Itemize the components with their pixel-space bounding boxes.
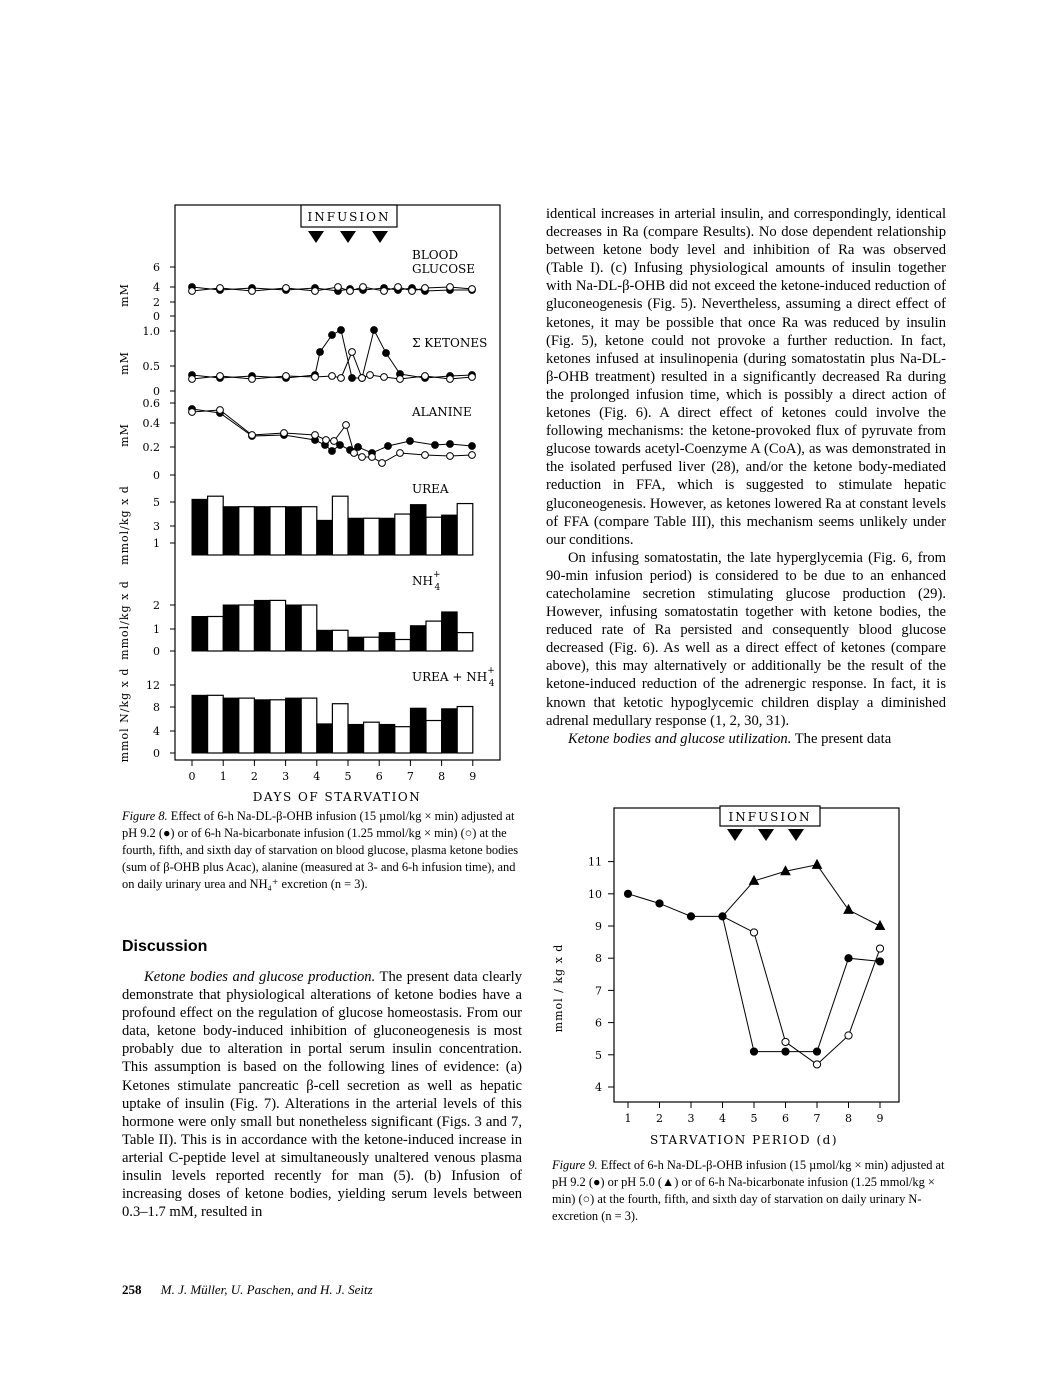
ketones-label: Σ KETONES xyxy=(412,336,488,350)
figure-9 xyxy=(548,798,928,1150)
data-point-open xyxy=(469,374,476,381)
y-tick-label: 5 xyxy=(595,1048,602,1062)
y-tick: 0 xyxy=(153,645,160,658)
y-tick: 2 xyxy=(153,599,160,612)
data-point-filled xyxy=(338,327,345,334)
bar-open xyxy=(239,605,255,651)
bar-filled xyxy=(379,633,395,651)
data-point-open xyxy=(189,376,196,383)
data-point-filled xyxy=(329,332,336,339)
data-point-open xyxy=(189,409,196,416)
data-point-filled xyxy=(407,438,414,445)
data-point-open xyxy=(359,454,366,461)
bar-open xyxy=(301,507,317,555)
data-point-open xyxy=(331,438,338,445)
data-point-filled xyxy=(656,900,663,907)
figure-9-caption xyxy=(552,1157,948,1225)
series-line-3 xyxy=(723,916,881,1064)
y-tick-label: 9 xyxy=(595,920,602,933)
infusion-arrow xyxy=(758,829,774,841)
data-point-open xyxy=(338,375,345,382)
data-point-filled xyxy=(687,913,694,920)
bar-open xyxy=(364,637,380,651)
data-point-filled xyxy=(750,1048,757,1055)
infusion-label: INFUSION xyxy=(728,810,812,824)
y-unit-glucose: mM xyxy=(118,283,131,307)
bar-open xyxy=(239,698,255,753)
figure-9-frame xyxy=(614,808,899,1102)
data-point-triangle xyxy=(876,921,885,930)
x-tick-label: 3 xyxy=(687,1112,695,1125)
y-tick: 0 xyxy=(153,469,160,482)
data-point-open xyxy=(343,422,350,429)
data-point-open xyxy=(359,375,366,382)
data-point-open xyxy=(329,373,336,380)
bar-filled xyxy=(410,708,426,753)
bar-filled xyxy=(348,518,364,555)
bar-open xyxy=(301,605,317,651)
bar-filled xyxy=(317,630,333,651)
bar-open xyxy=(270,700,286,753)
bar-open xyxy=(395,514,411,555)
bar-open xyxy=(332,630,348,651)
data-point-open xyxy=(323,437,330,444)
data-point-open xyxy=(782,1038,789,1045)
data-point-open xyxy=(283,373,290,380)
data-point-filled xyxy=(317,349,324,356)
data-point-open xyxy=(189,288,196,295)
y-tick: 0 xyxy=(153,747,160,760)
x-tick-label: 1 xyxy=(624,1112,632,1125)
y-tick: 1 xyxy=(153,537,160,550)
x-tick-label: 8 xyxy=(438,770,446,783)
bar-open xyxy=(364,518,380,555)
bar-filled xyxy=(223,507,239,555)
x-tick-label: 4 xyxy=(313,770,321,783)
data-point-open xyxy=(360,284,367,291)
data-point-open xyxy=(447,284,454,291)
data-point-open xyxy=(409,288,416,295)
data-point-filled xyxy=(337,442,344,449)
y-unit-urea: mmol/kg x d xyxy=(118,485,131,565)
y-tick: 0 xyxy=(153,385,160,398)
y-unit-alanine: mM xyxy=(118,423,131,447)
y-tick-label: 10 xyxy=(588,887,602,901)
data-point-open xyxy=(469,286,476,293)
data-point-open xyxy=(281,430,288,437)
figure-9-caption-text: Effect of 6-h Na-DL-β-OHB infusion (15 µmol/kg × min) adjusted at pH 9.2 (●) or pH 5.0 (▲) or of 6-h Na-bicarbonate infusion (1.25 mmol/kg × min) (○) at the fourth, fifth, and sixth day of starvation on daily urinary N-excretion (n = 3). xyxy=(552,1158,945,1223)
y-tick: 5 xyxy=(153,496,160,509)
data-point-open xyxy=(813,1061,820,1068)
right-para-2: On infusing somatostatin, the late hyperglycemia (Fig. 6, from 90-min infusion period) is considered to be due to an enhanced catecholamine secretion stimulating glucose production (29). However, infusing somatostatin together with ketone bodies, the reduced rate of Ra persisted and consequently blood glucose decreased (Fig. 6). As well as a direct effect of ketones (compare above), this may alternatively or additionally be the result of the ketone-induced reduction of the adrenergic response. In fact, it is known that ketotic hypoglycemic children display a diminished adrenal medullary response (1, 2, 30, 31). xyxy=(546,549,946,729)
data-point-open xyxy=(422,285,429,292)
discussion-heading: Discussion xyxy=(122,938,208,955)
y-tick: 0 xyxy=(153,310,160,323)
bar-open xyxy=(426,721,442,753)
bar-open xyxy=(332,496,348,555)
bar-filled xyxy=(379,518,395,555)
bar-filled xyxy=(348,724,364,753)
figure-8 xyxy=(100,195,520,805)
bar-open xyxy=(332,704,348,753)
bar-filled xyxy=(286,507,302,555)
bar-filled xyxy=(192,499,208,555)
data-point-open xyxy=(750,929,757,936)
infusion-arrow xyxy=(340,231,356,243)
data-point-filled xyxy=(371,327,378,334)
page-number: 258 xyxy=(122,1282,142,1297)
x-axis-label: STARVATION PERIOD (d) xyxy=(649,1133,839,1147)
data-point-open xyxy=(217,373,224,380)
figure-8-plot xyxy=(100,195,520,805)
data-point-filled xyxy=(469,443,476,450)
bar-filled xyxy=(379,724,395,753)
data-point-filled xyxy=(383,350,390,357)
bar-open xyxy=(395,727,411,753)
data-point-filled xyxy=(782,1048,789,1055)
bar-filled xyxy=(254,700,270,753)
x-tick-label: 0 xyxy=(188,770,196,783)
bar-filled xyxy=(317,724,333,753)
y-tick: 2 xyxy=(153,296,160,309)
bar-open xyxy=(208,496,224,555)
footer-authors: M. J. Müller, U. Paschen, and H. J. Seitz xyxy=(160,1282,373,1297)
data-point-filled xyxy=(845,955,852,962)
data-point-filled xyxy=(432,442,439,449)
right-para-1: identical increases in arterial insulin, and correspondingly, identical decreases in Ra (compare Results). No dose dependent relationship between ketone body level and inhibition of Ra was observed (Table I). (c) Infusing physiological amounts of insulin together with Na-DL-β-OHB did not exceed the ketone-induced reduction of gluconeogenesis (Fig. 5). Nevertheless, assuming a direct effect of ketones, it may be possible that once Ra was reduced by insulin (Fig. 5), ketone could not provoke a further reduction. In fact, ketones infused at insulinopenia (during somatostatin plus Na-DL-β-OHB treatment) resulted in a significantly decreased Ra during the prolonged infusion time, which is possibly a direct action of ketones (Fig. 6). A direct effect of ketones could involve the following mechanisms: the ketone-provoked flux of pyruvate from glucose towards acetyl-Coenzyme A (CoA), as was demonstrated in the isolated perfused liver (28), and/or the ketone body-mediated reduction in FFA, which is suggested to stimulate hepatic gluconeogenesis. However, as ketones lowered Ra at constant levels of FFA (compare Table III), this mechanism seems unlikely under our conditions. xyxy=(546,206,946,548)
x-tick-label: 8 xyxy=(845,1112,852,1125)
data-point-filled xyxy=(876,958,883,965)
bar-filled xyxy=(192,617,208,652)
y-tick-label: 11 xyxy=(588,855,602,869)
x-tick-label: 3 xyxy=(282,770,290,783)
data-point-open xyxy=(347,288,354,295)
data-point-open xyxy=(379,460,386,467)
data-point-filled xyxy=(355,444,362,451)
data-point-open xyxy=(349,349,356,356)
right-para-3-heading: Ketone bodies and glucose utilization. xyxy=(568,730,792,747)
data-point-open xyxy=(447,376,454,383)
nh4-label: NH+ 4 xyxy=(412,570,441,593)
figure-8-caption xyxy=(122,808,522,893)
data-point-triangle xyxy=(813,860,822,869)
bar-open xyxy=(208,695,224,753)
right-column-text xyxy=(546,205,946,748)
bar-open xyxy=(457,633,473,651)
series-line-1 xyxy=(628,894,880,1052)
y-tick: 0.5 xyxy=(142,360,160,373)
y-tick: 1 xyxy=(153,623,160,636)
data-point-open xyxy=(249,288,256,295)
x-tick-label: 2 xyxy=(250,770,258,783)
data-point-open xyxy=(422,373,429,380)
data-point-open xyxy=(876,945,883,952)
bar-filled xyxy=(442,515,458,555)
y-tick: 4 xyxy=(153,281,160,294)
y-unit-ketones: mM xyxy=(118,351,131,375)
y-tick: 1.0 xyxy=(142,325,160,338)
data-point-open xyxy=(469,452,476,459)
x-tick-label: 9 xyxy=(876,1112,884,1125)
bar-filled xyxy=(223,698,239,753)
bar-filled xyxy=(223,605,239,651)
y-tick: 8 xyxy=(153,701,160,714)
figure-9-caption-label: Figure 9. xyxy=(552,1158,598,1172)
data-point-open xyxy=(283,285,290,292)
data-point-open xyxy=(447,453,454,460)
bar-open xyxy=(270,600,286,651)
y-tick: 6 xyxy=(153,261,160,274)
y-tick: 0.4 xyxy=(142,417,160,430)
data-point-open xyxy=(367,372,374,379)
infusion-markers xyxy=(727,829,804,841)
data-point-open xyxy=(217,285,224,292)
bar-open xyxy=(457,707,473,753)
glucose-label-1: BLOOD xyxy=(412,248,459,262)
data-point-open xyxy=(381,288,388,295)
data-point-filled xyxy=(624,890,631,897)
x-tick-label: 7 xyxy=(406,770,414,783)
y-tick-label: 4 xyxy=(595,1081,602,1094)
data-point-filled xyxy=(813,1048,820,1055)
bar-open xyxy=(364,722,380,753)
infusion-arrow xyxy=(727,829,743,841)
figure-9-plot xyxy=(548,798,928,1150)
data-point-open xyxy=(369,454,376,461)
discussion-section xyxy=(122,938,522,1221)
bar-filled xyxy=(286,698,302,753)
bar-filled xyxy=(254,600,270,651)
data-point-filled xyxy=(447,441,454,448)
bar-open xyxy=(208,617,224,652)
data-point-open xyxy=(249,432,256,439)
infusion-arrow xyxy=(308,231,324,243)
y-tick-label: 8 xyxy=(595,952,602,966)
data-point-open xyxy=(395,284,402,291)
x-tick-label: 5 xyxy=(750,1112,758,1125)
discussion-text: The present data clearly demonstrate that physiological alterations of ketone bodies have a profound effect on the regulation of glucose homeostasis. From our data, ketone body-induced inhibition of gluconeogenesis is most probably due to alteration in portal serum insulin concentration. This assumption is based on the following lines of evidence: (a) Ketones stimulate pancreatic β-cell secretion as well as hepatic uptake of insulin (Fig. 7). Alterations in the arterial levels of this hormone were only small but nonetheless significant (Figs. 3 and 7, Table II). This is in accordance with the ketone-induced increase in arterial C-peptide level at simultaneously unaltered venous plasma insulin levels reported recently for man (5). (b) Infusion of increasing doses of ketone bodies, yielding serum levels between 0.3–1.7 mM, resulted in xyxy=(122,969,522,1221)
bar-open xyxy=(426,517,442,555)
bar-open xyxy=(457,504,473,555)
data-point-open xyxy=(845,1032,852,1039)
infusion-arrow xyxy=(372,231,388,243)
glucose-label-2: GLUCOSE xyxy=(412,262,476,276)
bar-filled xyxy=(254,507,270,555)
data-point-open xyxy=(217,407,224,414)
data-point-filled xyxy=(349,375,356,382)
infusion-markers xyxy=(308,231,388,243)
x-tick-label: 4 xyxy=(719,1112,726,1125)
y-tick: 0.6 xyxy=(142,397,160,410)
y-tick-label: 7 xyxy=(595,984,602,998)
x-tick-label: 9 xyxy=(469,770,477,783)
bar-filled xyxy=(410,626,426,651)
urea-label: UREA xyxy=(412,482,449,496)
data-point-open xyxy=(422,452,429,459)
data-point-filled xyxy=(385,443,392,450)
figure-8-caption-label: Figure 8. xyxy=(122,809,168,823)
data-point-open xyxy=(312,288,319,295)
y-axis-label: mmol / kg x d xyxy=(552,943,565,1033)
bar-filled xyxy=(442,709,458,753)
x-tick-label: 6 xyxy=(782,1112,789,1125)
data-point-open xyxy=(249,376,256,383)
x-tick-label: 2 xyxy=(656,1112,663,1125)
data-point-open xyxy=(312,432,319,439)
data-point-open xyxy=(397,376,404,383)
bar-open xyxy=(301,698,317,753)
data-point-open xyxy=(397,450,404,457)
figure-8-caption-text: Effect of 6-h Na-DL-β-OHB infusion (15 µmol/kg × min) adjusted at pH 9.2 (●) or of 6-h Na-bicarbonate infusion (1.25 mmol/kg × min) (○) at the fourth, fifth, and sixth day of starvation on blood glucose, plasma ketone bodies (sum of β-OHB plus Acac), alanine (measured at 3- and 6-h infusion time), and on daily urinary urea and NH₄⁺ excretion (n = 3). xyxy=(122,809,519,891)
bar-filled xyxy=(286,605,302,651)
data-point-open xyxy=(381,374,388,381)
data-point-open xyxy=(312,374,319,381)
data-point-filled xyxy=(329,448,336,455)
bar-filled xyxy=(410,505,426,555)
infusion-label: INFUSION xyxy=(307,210,391,224)
right-para-3-text: The present data xyxy=(794,730,892,747)
series-line-2 xyxy=(723,865,881,926)
bar-open xyxy=(239,507,255,555)
infusion-arrow xyxy=(788,829,804,841)
discussion-subheading: Ketone bodies and glucose production. xyxy=(144,969,376,985)
bar-filled xyxy=(192,695,208,753)
y-tick-label: 6 xyxy=(595,1016,602,1030)
y-tick: 4 xyxy=(153,725,160,738)
x-tick-label: 1 xyxy=(219,770,227,783)
alanine-label: ALANINE xyxy=(412,405,472,419)
bar-open xyxy=(395,640,411,652)
bar-open xyxy=(270,507,286,555)
y-tick: 0.2 xyxy=(142,441,160,454)
page-footer xyxy=(122,1282,373,1298)
y-unit-urea-nh4: mmol N/kg x d xyxy=(118,667,131,763)
bar-filled xyxy=(348,637,364,651)
bar-open xyxy=(426,621,442,651)
urea-nh4-label: UREA + NH+ 4 xyxy=(412,666,495,689)
x-tick-label: 7 xyxy=(813,1112,821,1125)
y-tick: 12 xyxy=(146,679,160,692)
x-tick-label: 5 xyxy=(344,770,352,783)
bar-filled xyxy=(317,520,333,555)
data-point-open xyxy=(335,284,342,291)
data-point-open xyxy=(351,450,358,457)
y-unit-nh4: mmol/kg x d xyxy=(118,580,131,660)
x-tick-label: 6 xyxy=(375,770,383,783)
x-axis-label: DAYS OF STARVATION xyxy=(252,790,422,804)
y-tick: 3 xyxy=(153,520,160,533)
bar-filled xyxy=(442,612,458,651)
